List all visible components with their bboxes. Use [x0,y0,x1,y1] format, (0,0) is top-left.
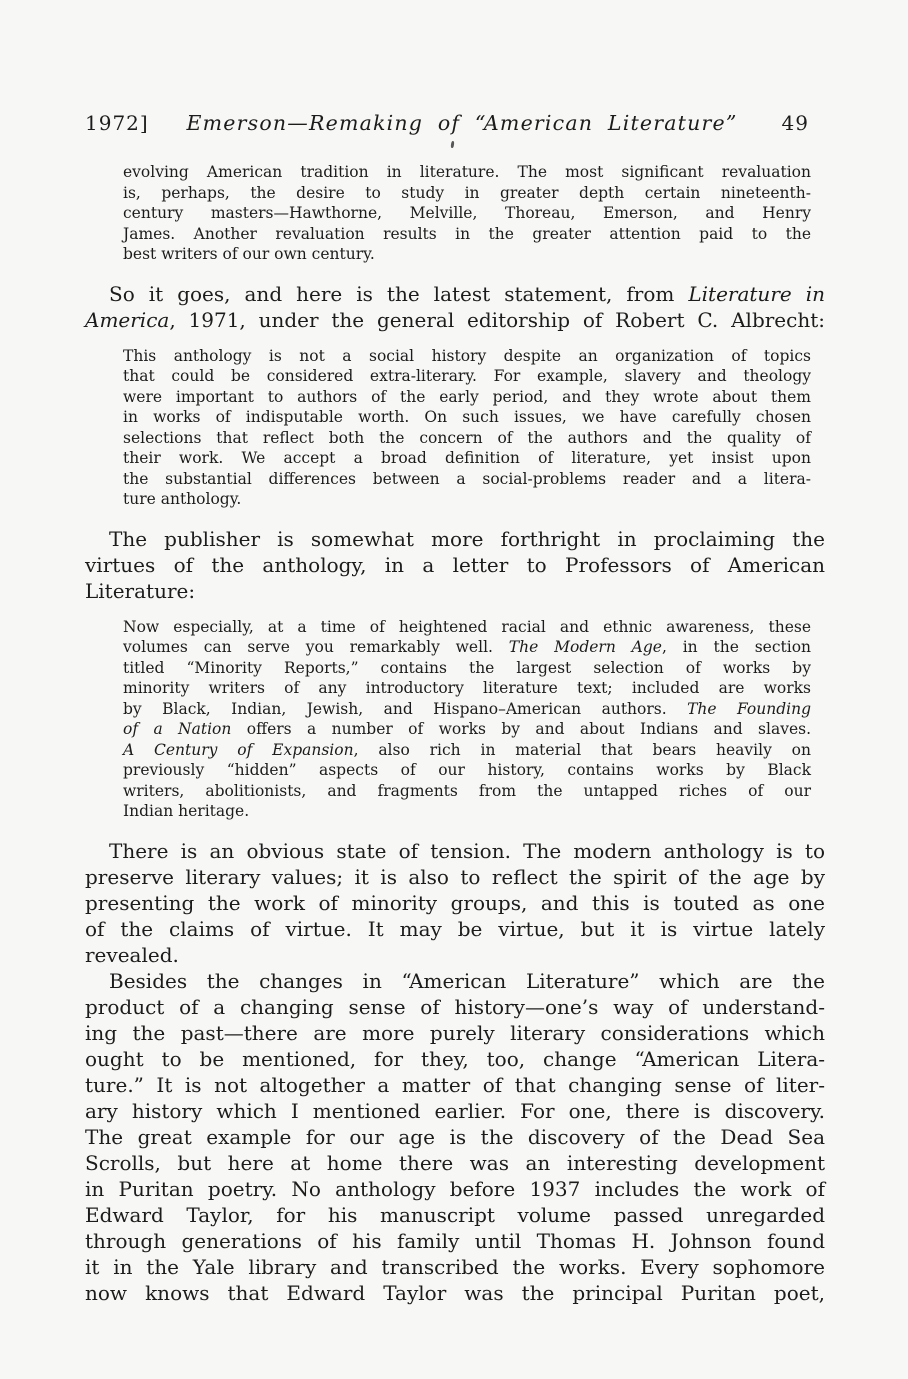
text-line: in works of indisputable worth. On such issues, we have carefully chosen [123,408,811,426]
text-line: writers, abolitionists, and fragments from the untapped riches of our [123,781,811,800]
para-so-it-goes [85,281,825,333]
text-line: best writers of our own century. [123,245,375,263]
text-line: Besides the changes in “American Literature” which are the [109,968,825,993]
text-line: America, 1971, under the general editorship of Robert C. Albrecht: [85,307,825,332]
text-line: preserve literary values; it is also to reflect the spirit of the age by [85,864,825,889]
text-line: James. Another revaluation results in the greater attention paid to the [123,224,811,243]
text-line: presenting the work of minority groups, and this is touted as one [85,890,825,915]
text-line: Now especially, at a time of heightened racial and ethnic awareness, these [123,617,811,636]
text-line: Scrolls, but here at home there was an interesting development [85,1150,825,1175]
page-body [85,162,825,1306]
text-line: by Black, Indian, Jewish, and Hispano–American authors. The Founding [123,699,811,718]
text-line: it in the Yale library and transcribed the works. Every sophomore [85,1254,825,1279]
text-line: of the claims of virtue. It may be virtue, but it is virtue lately [85,916,825,941]
text-line: There is an obvious state of tension. The modern anthology is to [109,838,825,863]
text-line: their work. We accept a broad definition of literature, yet insist upon [123,449,811,467]
text-line: product of a changing sense of history—one’s way of understand- [85,994,825,1019]
text-line: the substantial differences between a social-problems reader and a litera- [123,469,811,488]
text-line: century masters—Hawthorne, Melville, Thoreau, Emerson, and Henry [123,204,811,222]
blockquote-evolving-tradition [123,162,811,265]
text-line: ought to be mentioned, for they, too, change “American Litera- [85,1046,825,1071]
text-line: ary history which I mentioned earlier. For one, there is discovery. [85,1098,825,1123]
text-line: virtues of the anthology, in a letter to Professors of American [85,552,825,577]
text-line: ing the past—there are more purely literary considerations which [85,1020,825,1045]
text-line: in Puritan poetry. No anthology before 1937 includes the work of [85,1176,825,1201]
blockquote-publisher-letter [123,617,811,822]
text-line: The publisher is somewhat more forthright in proclaiming the [109,526,825,551]
text-line: Edward Taylor, for his manuscript volume passed unregarded [85,1202,825,1227]
text-line: of a Nation offers a number of works by and about Indians and slaves. [123,720,812,738]
para-publisher-forthright [85,526,825,604]
text-line: selections that reflect both the concern of the authors and the quality of [123,428,811,447]
text-line: that could be considered extra-literary. For example, slavery and theology [123,367,811,385]
text-line: The great example for our age is the discovery of the Dead Sea [85,1124,825,1149]
article-running-title: Emerson—Remaking of “American Literature” [186,111,738,135]
text-line: ture.” It is not altogether a matter of that changing sense of liter- [85,1072,825,1097]
text-line: titled “Minority Reports,” contains the largest selection of works by [123,658,811,677]
text-line: minority writers of any introductory literature text; included are works [123,679,811,697]
text-line: evolving American tradition in literature. The most significant revaluation [123,163,811,181]
page-number: 49 [781,111,809,135]
text-line: is, perhaps, the desire to study in greater depth certain nineteenth- [123,183,811,202]
text-line: revealed. [85,942,179,967]
text-line: So it goes, and here is the latest statement, from Literature in [109,281,825,306]
text-line: Literature: [85,578,196,603]
volume-year: 1972] [85,111,149,135]
text-line: volumes can serve you remarkably well. The Modern Age, in the section [123,638,812,656]
text-line: A Century of Expansion, also rich in material that bears heavily on [123,740,811,759]
text-line: previously “hidden” aspects of our history, contains works by Black [123,761,811,779]
running-head [85,110,825,137]
para-besides-the-changes [85,968,825,1306]
text-line: ture anthology. [123,490,242,508]
text-line: were important to authors of the early period, and they wrote about them [123,387,811,406]
text-line: Indian heritage. [123,802,250,820]
blockquote-albrecht-statement [123,346,811,510]
text-line: This anthology is not a social history despite an organization of topics [123,346,811,365]
page-column [85,110,825,1306]
text-line: now knows that Edward Taylor was the principal Puritan poet, [85,1280,825,1305]
text-line: through generations of his family until Thomas H. Johnson found [85,1228,825,1253]
para-state-of-tension [85,838,825,968]
